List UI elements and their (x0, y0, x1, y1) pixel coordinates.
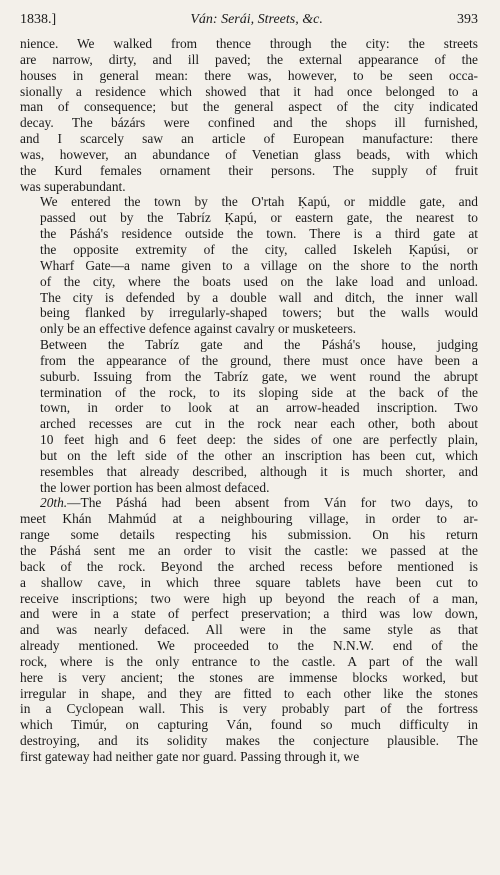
text-line: are narrow, dirty, and ill paved; the external appearance of the (20, 51, 478, 67)
paragraph-1 (20, 36, 478, 194)
text-line: 10 feet high and 6 feet deep: the sides of one are perfectly plain, (40, 432, 478, 448)
paragraph-3 (20, 337, 478, 495)
text-line: town, in order to look at an arrow-headed inscription. Two (40, 400, 478, 416)
text-line: The city is defended by a double wall and ditch, the inner wall (40, 289, 478, 305)
text-line: already mentioned. We proceeded to the N.N.W. end of the (20, 638, 478, 654)
text-line: the opposite extremity of the city, called Iskeleh Ḳapúsi, or (40, 241, 478, 257)
text-line: the Páshá sent me an order to visit the castle: we passed at the (20, 543, 478, 558)
text-line: irregular in shape, and they are fitted to each other like the stones (20, 685, 478, 701)
text-line-dated (20, 495, 478, 511)
text-line: and I scarcely saw an article of European manufacture: there (20, 131, 478, 147)
text-line: but on the left side of the other an inscription has been cut, which (40, 447, 478, 463)
text-line: the Páshá's residence outside the town. There is a third gate at (40, 226, 478, 242)
text-line: man of consequence; but the general aspect of the city indicated (20, 99, 478, 115)
paragraph-2 (20, 194, 478, 337)
text-line: first gateway had neither gate nor guard. Passing through it, we (20, 748, 360, 764)
text-line: being flanked by irregularly-shaped towers; but the walls would (40, 305, 478, 321)
text-line: arched recesses are cut in the rock near each other, both about (40, 416, 478, 432)
paragraph-4 (20, 495, 478, 764)
text-line: range some details respecting his submission. On his return (20, 527, 478, 543)
text-line: houses in general mean: there was, however, to be seen occa- (20, 67, 478, 83)
text-line: termination of the rock, to its sloping side at the back of the (40, 384, 478, 400)
text-line: the lower portion has been almost defaced. (40, 479, 270, 495)
header-year: 1838.] (20, 12, 57, 27)
text-line: receive inscriptions; two were high up beyond the reach of a man, (20, 590, 478, 606)
text-line: a shallow cave, in which three square tablets have been cut to (20, 574, 478, 590)
text-line: from the appearance of the ground, there must once have been a (40, 352, 478, 368)
text-line: destroying, and its solidity makes the conjecture plausible. The (20, 733, 478, 749)
text-line: only be an effective defence against cavalry or musketeers. (40, 321, 357, 337)
text-line: meet Khán Mahmúd at a neighbouring village, in order to ar- (20, 511, 478, 527)
text-line: decay. The bázárs were confined and the shops ill furnished, (20, 115, 478, 131)
text-line: rock, where is the only entrance to the castle. A part of the wall (20, 653, 478, 669)
page-number: 393 (457, 12, 478, 27)
text-line: suburb. Issuing from the Tabríz gate, we went round the abrupt (40, 368, 478, 384)
text-line: the Kurd females ornament their persons. The supply of fruit (20, 162, 478, 178)
text-line: Wharf Gate—a name given to a village on the shore to the north (40, 257, 478, 273)
text-line: which Timúr, on capturing Ván, found so much difficulty in (20, 717, 478, 733)
text-line: in a Cyclopean wall. This is very probably part of the fortress (20, 701, 478, 717)
text-line: of the city, where the boats used on the lake load and unload. (40, 273, 478, 289)
running-header (20, 12, 478, 28)
text-line: —The Páshá had been absent from Ván for two days, to (67, 495, 478, 511)
text-line: here is very ancient; the stones are immense blocks worked, but (20, 669, 478, 685)
text-line: nience. We walked from thence through the city: the streets (20, 36, 478, 51)
text-line: back of the rock. Beyond the arched recess before mentioned is (20, 558, 478, 574)
text-line: We entered the town by the O'rtah Ḳapú, or middle gate, and (40, 194, 478, 210)
header-title: Ván: Serái, Streets, &c. (190, 12, 323, 27)
text-line: was superabundant. (20, 178, 126, 194)
text-line: sionally a residence which showed that it had once belonged to a (20, 83, 478, 99)
text-line: and was nearly defaced. All were in the same style as that (20, 622, 478, 638)
text-line: and were in a state of perfect preservation; a third was low down, (20, 606, 478, 622)
text-line: was, however, an abundance of Venetian glass beads, with which (20, 146, 478, 162)
entry-date: 20th. (40, 495, 68, 511)
text-line: resembles that already described, although it is much shorter, and (40, 463, 478, 479)
page-body (20, 36, 478, 765)
text-line: Between the Tabríz gate and the Páshá's house, judging (40, 337, 478, 353)
text-line: passed out by the Tabríz Ḳapú, or eastern gate, the nearest to (40, 210, 478, 226)
